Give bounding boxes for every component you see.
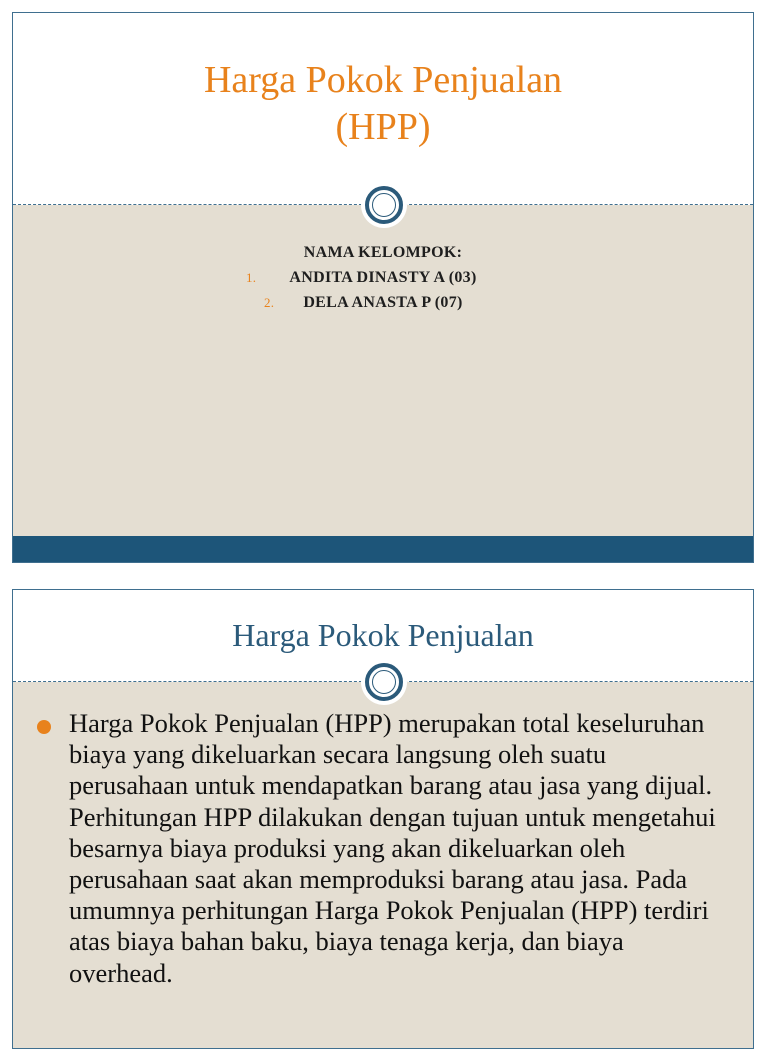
member-number: 2. (264, 295, 275, 310)
member-item (13, 265, 753, 290)
slide-1-footer-band (13, 536, 753, 562)
group-heading: NAMA KELOMPOK: (303, 244, 463, 261)
member-item (13, 290, 753, 315)
slide-1-title-line-1: Harga Pokok Penjualan (203, 59, 563, 101)
bullet-item (37, 708, 727, 989)
slide-1-title-line-2: (HPP) (335, 106, 431, 148)
bullet-dot-icon (37, 720, 51, 734)
slide-1 (12, 12, 754, 563)
slide-2-title: Harga Pokok Penjualan (232, 617, 534, 653)
slide-1-title-area (13, 13, 753, 205)
member-name: DELA ANASTA P (07) (303, 294, 463, 311)
group-members (13, 240, 753, 315)
member-number: 1. (246, 270, 257, 285)
slide-2 (12, 589, 754, 1049)
slide-1-circle-ornament (365, 186, 403, 224)
slide-1-title (204, 57, 562, 151)
member-name: ANDITA DINASTY A (03) (289, 269, 477, 286)
bullet-text: Harga Pokok Penjualan (HPP) merupakan total keseluruhan biaya yang dikeluarkan secara langsung oleh suatu perusahaan untuk mendapatkan barang atau jasa yang dijual. Perhitungan HPP dilakukan dengan tujuan untuk mengetahui besarnya biaya produksi yang akan dikeluarkan oleh perusahaan saat akan memproduksi barang atau jasa. Pada umumnya perhitungan Harga Pokok Penjualan (HPP) terdiri atas biaya bahan baku, biaya tenaga kerja, dan biaya overhead. (69, 708, 716, 988)
slide-2-circle-ornament (365, 663, 403, 701)
